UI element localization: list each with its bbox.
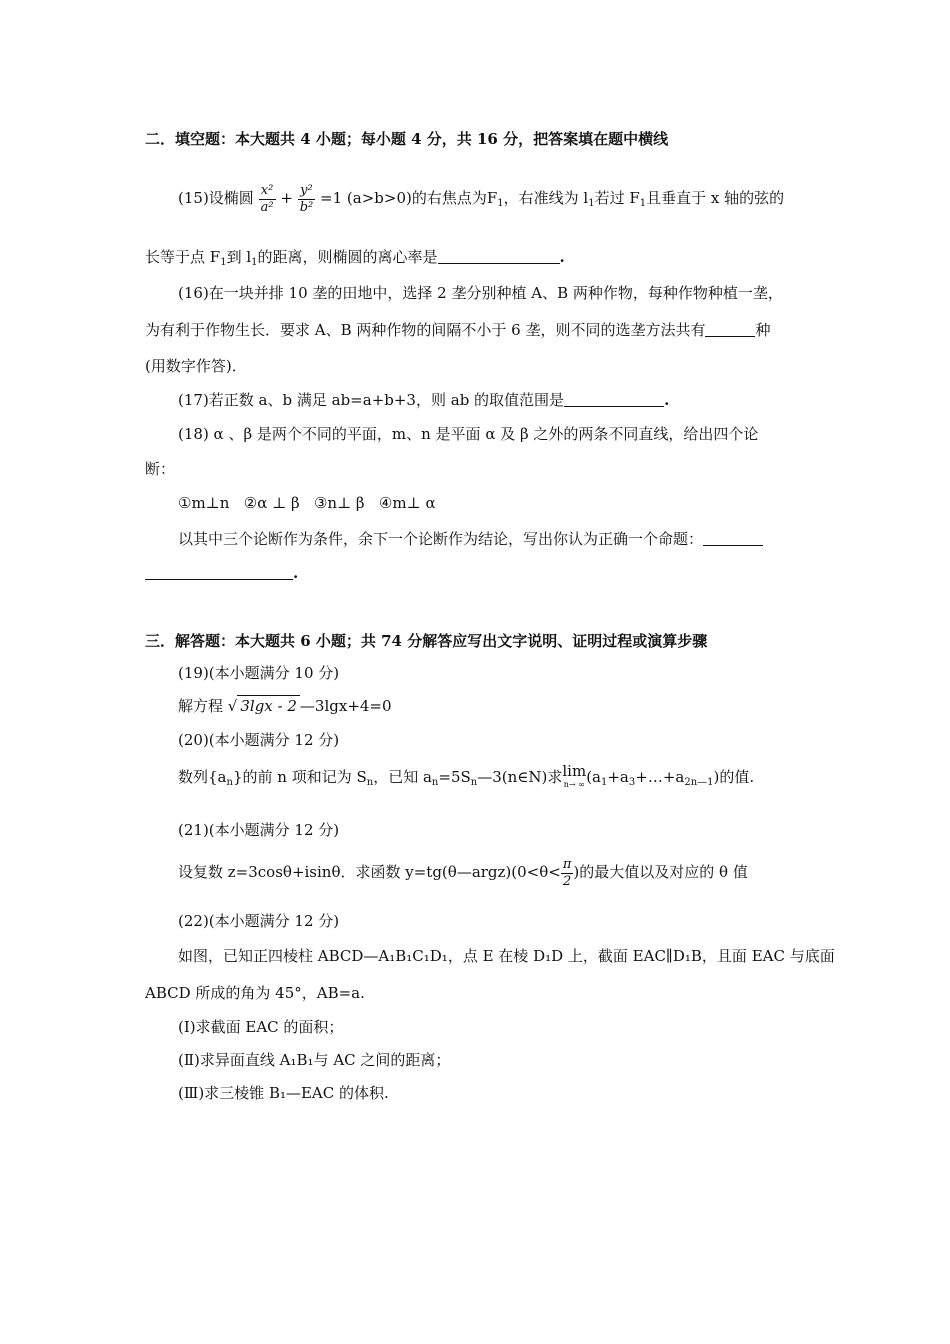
subscript: n [226,777,233,788]
q16-line2-text: 为有利于作物生长．要求 A、B 两种作物的间隔不小于 6 垄，则不同的选垄方法共有 [145,321,706,339]
q15-text-d: 且垂直于 x 轴的弦的 [646,189,785,207]
question-15-line-2 [145,247,565,273]
fraction-pi-over-2 [561,857,574,890]
q20-text-f: (a [586,768,601,786]
question-22-title: (22)(本小题满分 12 分) [178,912,340,930]
q15-prefix: (15)设椭圆 [178,189,254,207]
answer-blank[interactable] [705,322,755,337]
answer-blank[interactable] [564,392,664,407]
q18-line4-text: 以其中三个论断作为条件，余下一个论断作为结论，写出你认为正确一个命题： [178,530,704,548]
fraction-denominator: b² [299,199,314,215]
q19-suffix: —3lgx+4=0 [299,697,392,715]
q21-text-a: 设复数 z=3cosθ+isinθ．求函数 y=tg(θ—argz)(0<θ< [178,863,561,881]
q21-text-b: )的最大值以及对应的 θ 值 [573,863,748,881]
subscript: 1 [588,198,595,209]
radicand: 3lgx - 2 [237,695,300,716]
q20-text-b: }的前 n 项和记为 S [232,768,367,786]
q20-text-i: )的值. [713,768,755,786]
q20-text-g: +a [607,768,629,786]
fraction-denominator: a² [260,199,274,215]
subscript: 2n—1 [684,777,714,788]
question-21-text [178,852,748,894]
subscript: 1 [251,257,258,268]
question-17 [178,390,669,410]
answer-blank[interactable] [703,531,763,546]
subscript: 1 [220,257,227,268]
q15-text-c: 若过 F [594,189,640,207]
q15-line2-a: 长等于点 F [145,248,221,266]
q20-text-c: ，已知 a [373,768,432,786]
section-3-heading: 三．解答题：本大题共 6 小题；共 74 分解答应写出文字说明、证明过程或演算步骤 [145,632,708,650]
subscript: n [431,777,439,788]
q16-line2-end: 种 [755,321,771,339]
limit-notation [562,764,586,792]
question-20-text [178,762,754,794]
answer-blank[interactable] [145,565,293,580]
q20-text-h: +…+a [635,768,685,786]
equals-one: =1 [320,189,343,207]
q15-line2-c: 的距离，则椭圆的离心率是 [257,248,438,266]
subscript: 1 [497,198,504,209]
question-21-title: (21)(本小题满分 12 分) [178,821,340,839]
subscript: 1 [600,777,608,788]
subscript: 3 [628,777,636,788]
question-16-line-3: (用数字作答)． [145,357,247,375]
fraction-y2-b2 [298,183,316,216]
question-22-line-2: ABCD 所成的角为 45°，AB=a. [145,984,365,1002]
question-18-line-1: (18) α 、β 是两个不同的平面，m、n 是平面 α 及 β 之外的两条不同直线，给出四个论 [178,425,759,443]
radical-sign: √ [227,697,238,715]
q19-prefix: 解方程 [178,697,224,715]
fraction-denominator: 2 [562,873,572,889]
period: . [293,564,299,582]
question-18-line-4 [178,529,763,549]
question-19-equation [178,695,392,716]
question-16-line-2 [145,320,771,340]
limit-subscript: n→ ∞ [563,780,585,789]
q15-line2-b: 到 l [226,248,252,266]
subscript: n [366,777,374,788]
period: . [559,248,565,266]
fraction-numerator: y² [298,183,316,200]
plus-sign: + [280,189,293,207]
question-16-line-1: (16)在一块并排 10 垄的田地中，选择 2 垄分别种植 A、B 两种作物，每种作物种植一垄， [178,284,783,302]
subscript: n [470,777,478,788]
fraction-x2-a2 [259,183,276,216]
q15-text-a: (a>b>0)的右焦点为F [346,189,498,207]
question-18-line-2: 断： [145,460,176,478]
question-22-part-1: (Ⅰ)求截面 EAC 的面积； [178,1018,344,1036]
q20-text-a: 数列{a [178,768,227,786]
section-2-heading: 二．填空题：本大题共 4 小题；每小题 4 分，共 16 分，把答案填在题中横线 [145,130,669,148]
limit-word: lim [562,762,587,780]
q20-text-e: —3(n∈N)求 [477,768,563,786]
subscript: 1 [639,198,647,209]
question-20-title: (20)(本小题满分 12 分) [178,731,340,749]
fraction-numerator: x² [259,183,276,200]
fraction-numerator: π [562,856,572,872]
question-18-line-5 [145,563,298,583]
question-22-part-3: (Ⅲ)求三棱锥 B₁—EAC 的体积. [178,1084,389,1102]
q17-text: (17)若正数 a、b 满足 ab=a+b+3，则 ab 的取值范围是 [178,391,565,409]
question-19-title: (19)(本小题满分 10 分) [178,664,340,682]
q20-text-d: =5S [438,768,471,786]
period: . [664,391,670,409]
question-18-options: ①m⊥n ②α ⊥ β ③n⊥ β ④m⊥ α [178,494,436,512]
answer-blank[interactable] [438,249,560,264]
question-22-line-1: 如图，已知正四棱柱 ABCD—A₁B₁C₁D₁，点 E 在棱 D₁D 上，截面 EAC∥D₁B，且面 EAC 与底面 [178,947,835,965]
q15-text-b: ，右准线为 l [503,189,589,207]
question-22-part-2: (Ⅱ)求异面直线 A₁B₁与 AC 之间的距离； [178,1051,451,1069]
question-15-line-1 [178,174,784,222]
